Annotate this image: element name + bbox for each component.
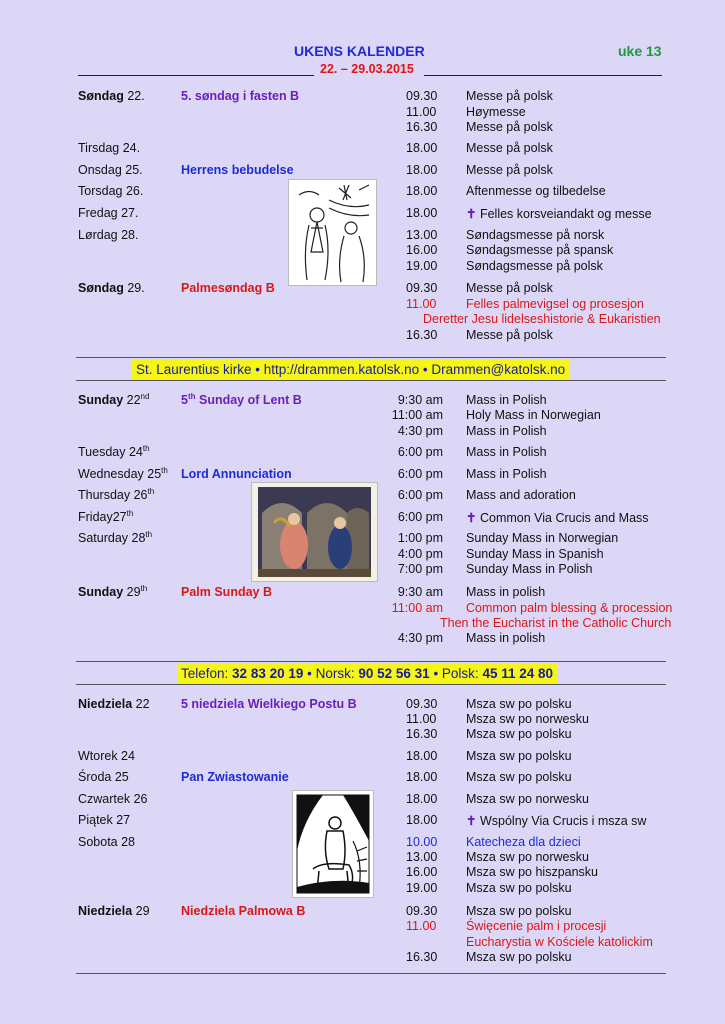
event-time: 6:00 pm [397, 488, 443, 502]
divider [76, 357, 666, 358]
event-text: Msza sw po hiszpansku [466, 865, 599, 879]
event-text: Mass in Polish [466, 424, 547, 438]
event-time: 4:00 pm [397, 547, 443, 561]
event-text: Aftenmesse og tilbedelse [466, 184, 606, 198]
event-text: Msza sw po norwesku [466, 792, 589, 806]
feast-label: Herrens bebudelse [181, 163, 294, 177]
event-time: 16.30 [406, 950, 438, 964]
divider [76, 380, 666, 381]
event-time: 4:30 pm [397, 424, 443, 438]
event-text: Messe på polsk [466, 120, 553, 134]
event-text: ✝ Common Via Crucis and Mass [466, 511, 649, 525]
palm-sunday-drawing-image [292, 790, 374, 898]
event-time: 10.00 [406, 835, 438, 849]
event-text: Sunday Mass in Polish [466, 562, 593, 576]
day-label: Søndag 29. [78, 281, 145, 295]
feast-label: 5. søndag i fasten B [181, 89, 300, 103]
event-text: Mass in Polish [466, 445, 547, 459]
feast-label: 5 niedziela Wielkiego Postu B [181, 697, 357, 711]
day-label: Tirsdag 24. [78, 141, 141, 155]
date-range: 22. – 29.03.2015 [320, 62, 414, 76]
event-text: Msza sw po norwesku [466, 712, 589, 726]
feast-label: 5th Sunday of Lent B [181, 391, 302, 407]
annunciation-drawing-image [288, 179, 377, 286]
event-text: Sunday Mass in Norwegian [466, 531, 619, 545]
event-time: 09.30 [406, 904, 438, 918]
event-time: 16.30 [406, 120, 438, 134]
event-text: Deretter Jesu lidelseshistorie & Eukaristien [423, 312, 661, 326]
day-label: Środa 25 [78, 770, 129, 784]
event-text: Mass and adoration [466, 488, 576, 502]
event-text: Common palm blessing & procession [466, 601, 673, 615]
event-text: Mass in Polish [466, 393, 547, 407]
cross-icon: ✝ [466, 207, 477, 221]
event-text: Then the Eucharist in the Catholic Church [440, 616, 672, 630]
event-time: 11:00 am [391, 408, 443, 422]
day-label: Niedziela 29 [78, 904, 150, 918]
day-label: Torsdag 26. [78, 184, 144, 198]
event-text: Messe på polsk [466, 163, 553, 177]
event-time: 13.00 [406, 850, 438, 864]
event-time: 09.30 [406, 89, 438, 103]
day-label: Wtorek 24 [78, 749, 135, 763]
event-time: 1:00 pm [397, 531, 443, 545]
divider [76, 973, 666, 974]
event-time: 6:00 pm [397, 445, 443, 459]
day-label: Sobota 28 [78, 835, 135, 849]
event-text: Katecheza dla dzieci [466, 835, 581, 849]
event-time: 16.00 [406, 243, 438, 257]
event-time: 13.00 [406, 228, 438, 242]
day-label: Onsdag 25. [78, 163, 143, 177]
event-text: Sunday Mass in Spanish [466, 547, 604, 561]
event-time: 18.00 [406, 813, 438, 827]
event-time: 11.00 [406, 919, 437, 933]
event-text: Søndagsmesse på norsk [466, 228, 605, 242]
event-text: Mass in polish [466, 631, 546, 645]
event-text: Msza sw po polsku [466, 904, 572, 918]
event-time: 19.00 [406, 259, 438, 273]
event-time: 16.00 [406, 865, 438, 879]
event-text: Messe på polsk [466, 281, 553, 295]
day-label: Fredag 27. [78, 206, 139, 220]
event-time: 18.00 [406, 163, 438, 177]
event-text: Eucharystia w Kościele katolickim [466, 935, 653, 949]
event-time: 11.00 [406, 712, 437, 726]
week-number: uke 13 [618, 43, 662, 59]
event-text: Msza sw po polsku [466, 697, 572, 711]
divider [78, 75, 314, 76]
divider [76, 684, 666, 685]
event-time: 18.00 [406, 749, 438, 763]
event-time: 11.00 [406, 297, 437, 311]
event-time: 18.00 [406, 184, 438, 198]
day-label: Piątek 27 [78, 813, 131, 827]
event-time: 16.30 [406, 328, 438, 342]
event-text: Søndagsmesse på polsk [466, 259, 603, 273]
feast-label: Palmesøndag B [181, 281, 275, 295]
event-text: Msza sw po polsku [466, 770, 572, 784]
event-time: 7:00 pm [397, 562, 443, 576]
event-time: 9:30 am [397, 393, 443, 407]
event-text: Mass in Polish [466, 467, 547, 481]
event-time: 19.00 [406, 881, 438, 895]
cross-icon: ✝ [466, 511, 477, 525]
event-text: Msza sw po polsku [466, 749, 572, 763]
event-text: Mass in polish [466, 585, 546, 599]
event-text: Msza sw po norwesku [466, 850, 589, 864]
divider [424, 75, 662, 76]
day-label: Thursday 26th [78, 486, 155, 502]
day-label: Czwartek 26 [78, 792, 148, 806]
event-text: ✝ Wspólny Via Crucis i msza sw [466, 814, 647, 828]
phone-banner: Telefon: 32 83 20 19 • Norsk: 90 52 56 31 • Polsk: 45 11 24 80 [177, 664, 557, 683]
event-time: 11:00 am [391, 601, 443, 615]
event-time: 18.00 [406, 792, 438, 806]
event-text: Felles palmevigsel og prosesjon [466, 297, 644, 311]
event-text: Søndagsmesse på spansk [466, 243, 614, 257]
event-text: Høymesse [466, 105, 526, 119]
page-title: UKENS KALENDER [294, 43, 425, 59]
event-text: Święcenie palm i procesji [466, 919, 607, 933]
event-time: 6:00 pm [397, 510, 443, 524]
day-label: Sunday 22nd [78, 391, 150, 407]
event-time: 11.00 [406, 105, 437, 119]
event-text: Messe på polsk [466, 141, 553, 155]
event-time: 09.30 [406, 697, 438, 711]
event-time: 9:30 am [397, 585, 443, 599]
event-time: 16.30 [406, 727, 438, 741]
event-text: ✝ Felles korsveiandakt og messe [466, 207, 652, 221]
feast-label: Niedziela Palmowa B [181, 904, 306, 918]
day-label: Tuesday 24th [78, 443, 150, 459]
event-time: 18.00 [406, 770, 438, 784]
event-text: Msza sw po polsku [466, 950, 572, 964]
day-label: Friday27th [78, 508, 134, 524]
event-text: Messe på polsk [466, 89, 553, 103]
feast-label: Palm Sunday B [181, 585, 272, 599]
event-text: Msza sw po polsku [466, 727, 572, 741]
event-text: Msza sw po polsku [466, 881, 572, 895]
annunciation-painting-image [251, 482, 378, 582]
cross-icon: ✝ [466, 814, 477, 828]
day-label: Sunday 29th [78, 583, 148, 599]
day-label: Wednesday 25th [78, 465, 168, 481]
feast-label: Pan Zwiastowanie [181, 770, 289, 784]
event-time: 18.00 [406, 206, 438, 220]
day-label: Saturday 28th [78, 529, 153, 545]
contact-banner: St. Laurentius kirke • http://drammen.katolsk.no • Drammen@katolsk.no [132, 360, 569, 379]
event-time: 6:00 pm [397, 467, 443, 481]
event-text: Holy Mass in Norwegian [466, 408, 601, 422]
divider [76, 661, 666, 662]
event-time: 18.00 [406, 141, 438, 155]
event-time: 09.30 [406, 281, 438, 295]
feast-label: Lord Annunciation [181, 467, 292, 481]
day-label: Søndag 22. [78, 89, 145, 103]
day-label: Niedziela 22 [78, 697, 150, 711]
event-time: 4:30 pm [397, 631, 443, 645]
day-label: Lørdag 28. [78, 228, 139, 242]
event-text: Messe på polsk [466, 328, 553, 342]
